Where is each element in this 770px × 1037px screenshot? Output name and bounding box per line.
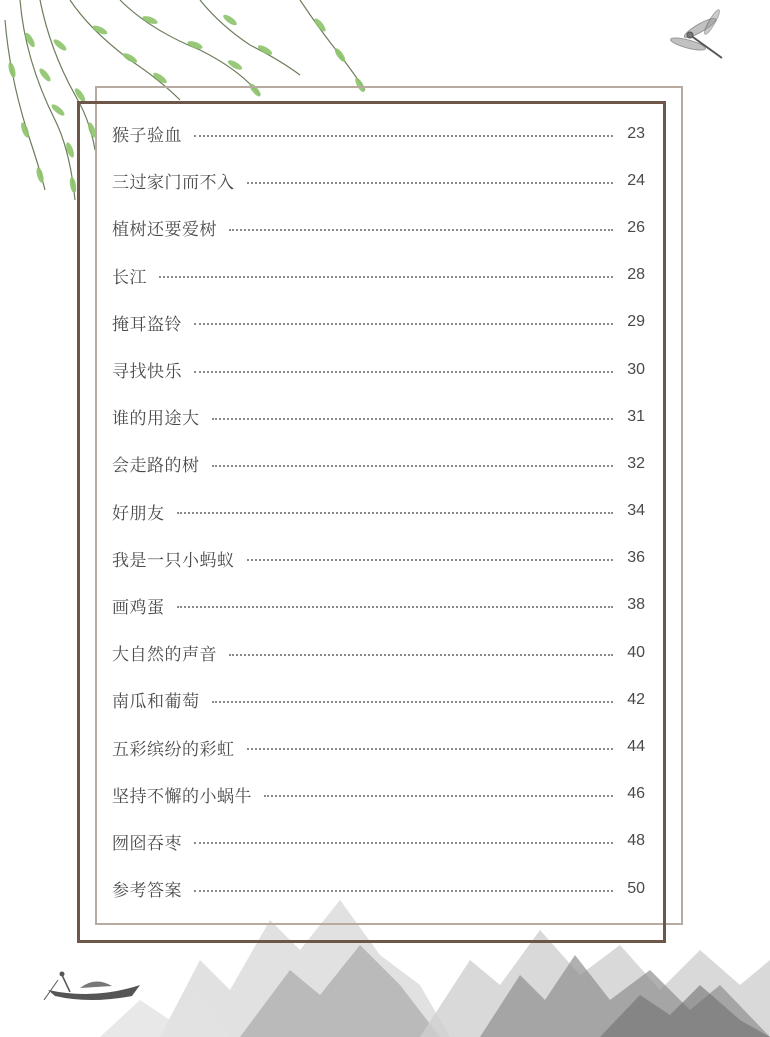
toc-entry-title: 掩耳盗铃 (112, 314, 182, 335)
toc-entry-title: 寻找快乐 (112, 362, 182, 383)
toc-entry-title: 南瓜和葡萄 (112, 692, 200, 713)
toc-dot-leader (247, 559, 614, 561)
toc-entry-title: 三过家门而不入 (112, 173, 235, 194)
toc-entry[interactable] (112, 299, 645, 346)
toc-entry-page-number: 48 (627, 832, 645, 850)
toc-entry-page-number: 24 (627, 171, 645, 189)
toc-dot-leader (247, 182, 614, 184)
toc-entry-page-number: 44 (627, 738, 645, 756)
toc-dot-leader (264, 795, 613, 797)
toc-entry[interactable] (112, 676, 645, 723)
toc-dot-leader (212, 465, 614, 467)
toc-entry-title: 我是一只小蚂蚁 (112, 550, 235, 571)
toc-entry[interactable] (112, 393, 645, 440)
toc-entry-title: 植树还要爱树 (112, 220, 217, 241)
toc-dot-leader (229, 229, 613, 231)
toc-entry-page-number: 29 (627, 313, 645, 331)
toc-entry-page-number: 23 (627, 124, 645, 142)
toc-entry-page-number: 40 (627, 643, 645, 661)
boat-icon (44, 972, 140, 1001)
toc-dot-leader (194, 323, 613, 325)
toc-dot-leader (194, 135, 613, 137)
toc-entry[interactable] (112, 440, 645, 487)
toc-entry[interactable] (112, 252, 645, 299)
toc-entry[interactable] (112, 535, 645, 582)
toc-entry-title: 坚持不懈的小蜗牛 (112, 786, 252, 807)
toc-entry[interactable] (112, 723, 645, 770)
toc-dot-leader (212, 418, 614, 420)
toc-entry[interactable] (112, 346, 645, 393)
toc-entry[interactable] (112, 204, 645, 251)
toc-entry-title: 猴子验血 (112, 126, 182, 147)
toc-entry[interactable] (112, 110, 645, 157)
toc-entry-title: 会走路的树 (112, 456, 200, 477)
toc-entry-title: 长江 (112, 267, 147, 288)
toc-entry-page-number: 46 (627, 785, 645, 803)
toc-dot-leader (194, 371, 613, 373)
toc-entry-page-number: 31 (627, 407, 645, 425)
toc-dot-leader (177, 606, 614, 608)
toc-dot-leader (212, 701, 614, 703)
toc-entry[interactable] (112, 157, 645, 204)
toc-entry-title: 五彩缤纷的彩虹 (112, 739, 235, 760)
table-of-contents (112, 110, 645, 912)
toc-dot-leader (194, 890, 613, 892)
toc-entry-page-number: 42 (627, 690, 645, 708)
toc-entry-title: 囫囵吞枣 (112, 833, 182, 854)
toc-dot-leader (247, 748, 614, 750)
toc-entry-page-number: 30 (627, 360, 645, 378)
toc-dot-leader (159, 276, 613, 278)
toc-entry-page-number: 38 (627, 596, 645, 614)
toc-entry-page-number: 50 (627, 879, 645, 897)
toc-entry[interactable] (112, 582, 645, 629)
toc-entry-title: 参考答案 (112, 881, 182, 902)
toc-entry[interactable] (112, 818, 645, 865)
toc-entry-page-number: 34 (627, 502, 645, 520)
toc-entry-title: 谁的用途大 (112, 409, 200, 430)
toc-entry[interactable] (112, 488, 645, 535)
toc-entry[interactable] (112, 865, 645, 912)
toc-dot-leader (194, 842, 613, 844)
toc-entry-page-number: 36 (627, 549, 645, 567)
toc-entry[interactable] (112, 771, 645, 818)
toc-dot-leader (177, 512, 614, 514)
toc-entry-title: 好朋友 (112, 503, 165, 524)
toc-entry-title: 大自然的声音 (112, 645, 217, 666)
toc-entry-page-number: 28 (627, 266, 645, 284)
toc-entry-page-number: 32 (627, 454, 645, 472)
toc-entry-title: 画鸡蛋 (112, 597, 165, 618)
toc-entry[interactable] (112, 629, 645, 676)
dragonfly-icon (670, 8, 722, 58)
toc-entry-page-number: 26 (627, 218, 645, 236)
toc-dot-leader (229, 654, 613, 656)
